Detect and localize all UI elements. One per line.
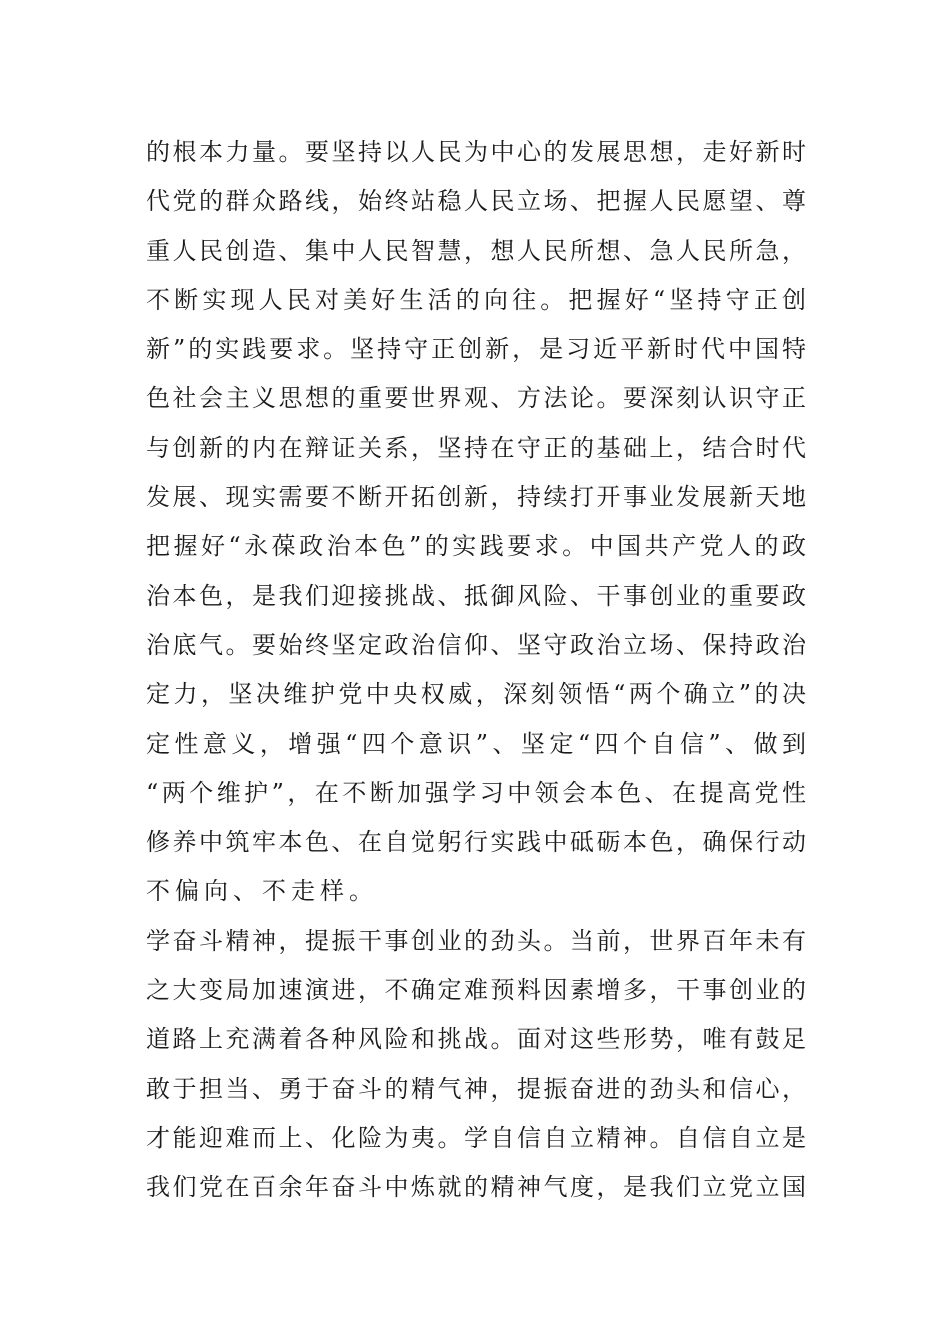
text-line: 定力，坚决维护党中央权威，深刻领悟“两个确立”的决 bbox=[146, 680, 806, 709]
text-line: 重人民创造、集中人民智慧，想人民所想、急人民所急， bbox=[146, 236, 806, 265]
text-line: 与创新的内在辩证关系，坚持在守正的基础上，结合时代 bbox=[146, 433, 806, 462]
text-line: 的根本力量。要坚持以人民为中心的发展思想，走好新时 bbox=[146, 138, 806, 166]
text-line: 我们党在百余年奋斗中炼就的精神气度，是我们立党立国 bbox=[146, 1173, 806, 1202]
text-line: 把握好“永葆政治本色”的实践要求。中国共产党人的政 bbox=[146, 532, 806, 561]
text-line: 修养中筑牢本色、在自觉躬行实践中砥砺本色，确保行动 bbox=[146, 828, 806, 857]
text-line: 道路上充满着各种风险和挑战。面对这些形势，唯有鼓足 bbox=[146, 1025, 806, 1054]
text-line: “两个维护”，在不断加强学习中领会本色、在提高党性 bbox=[146, 778, 806, 807]
text-line: 治本色，是我们迎接挑战、抵御风险、干事创业的重要政 bbox=[146, 581, 806, 610]
text-line: 色社会主义思想的重要世界观、方法论。要深刻认识守正 bbox=[146, 384, 806, 413]
text-line: 发展、现实需要不断开拓创新，持续打开事业发展新天地 bbox=[146, 483, 806, 512]
body-text bbox=[146, 128, 806, 1213]
text-line: 不断实现人民对美好生活的向往。把握好“坚持守正创 bbox=[146, 285, 806, 314]
text-line: 代党的群众路线，始终站稳人民立场、把握人民愿望、尊 bbox=[146, 187, 806, 216]
text-line: 敢于担当、勇于奋斗的精气神，提振奋进的劲头和信心， bbox=[146, 1074, 806, 1103]
text-line: 治底气。要始终坚定政治信仰、坚守政治立场、保持政治 bbox=[146, 630, 806, 659]
text-line: 定性意义，增强“四个意识”、坚定“四个自信”、做到 bbox=[146, 729, 806, 758]
text-line: 之大变局加速演进，不确定难预料因素增多，干事创业的 bbox=[146, 976, 806, 1005]
text-line: 学奋斗精神，提振干事创业的劲头。当前，世界百年未有 bbox=[146, 926, 806, 955]
paragraph-end-line: 不偏向、不走样。 bbox=[146, 877, 378, 906]
text-line: 才能迎难而上、化险为夷。学自信自立精神。自信自立是 bbox=[146, 1123, 806, 1152]
text-line: 新”的实践要求。坚持守正创新，是习近平新时代中国特 bbox=[146, 335, 806, 364]
